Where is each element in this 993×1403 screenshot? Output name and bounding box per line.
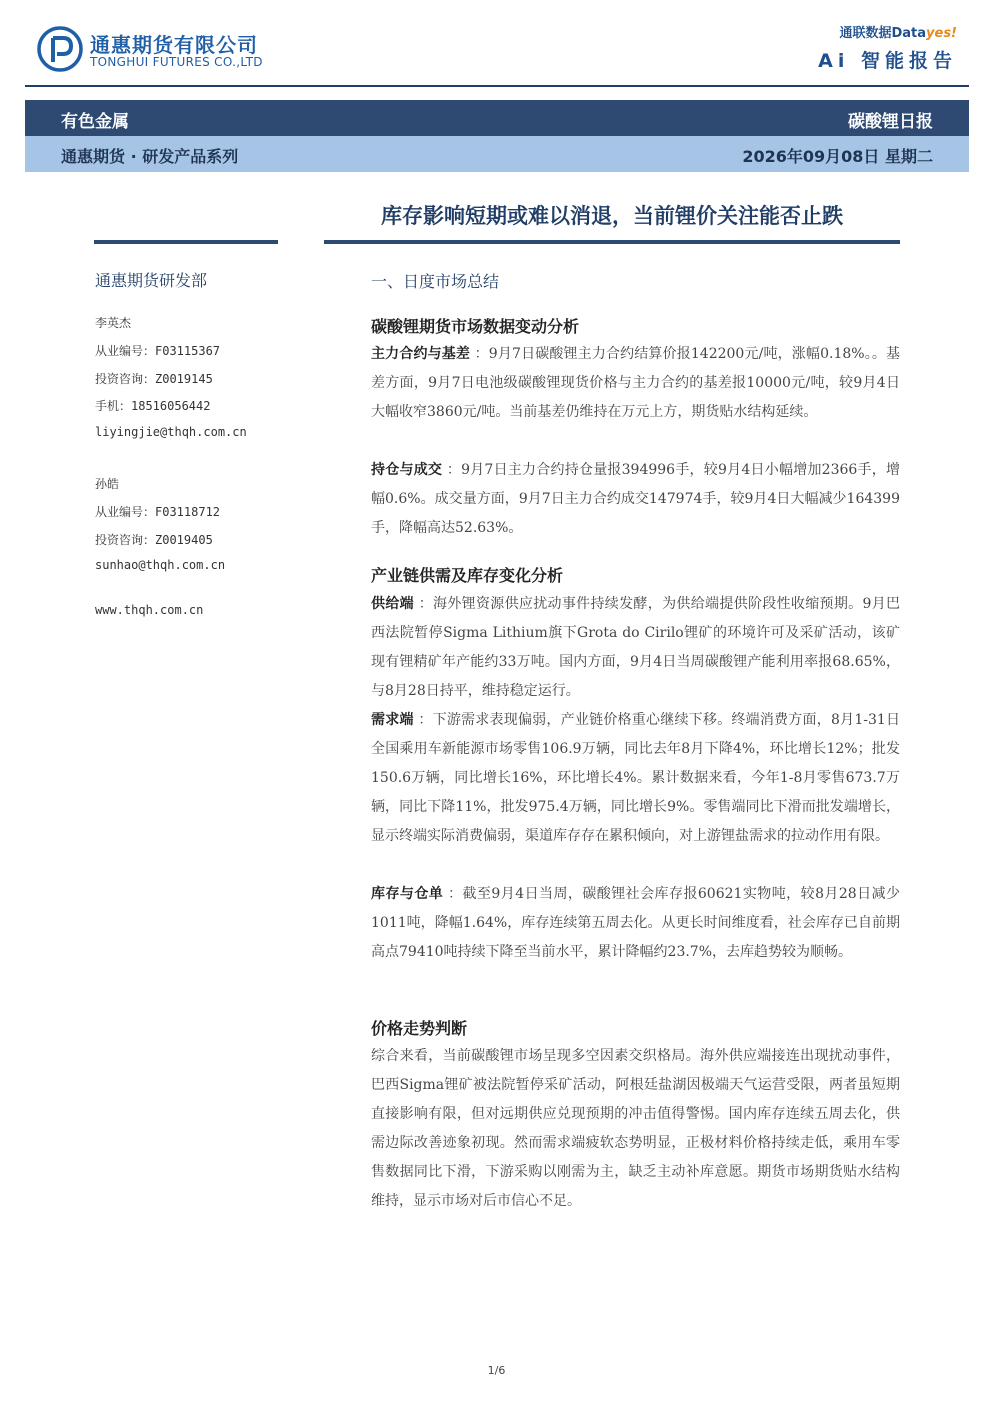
analyst1-phone: 手机：18516056442	[95, 399, 211, 413]
datayes-yes: yes!	[926, 26, 957, 41]
label-contract-basis: 主力合约与基差	[371, 346, 471, 362]
category-band	[25, 100, 969, 136]
website-link[interactable]: www.thqh.com.cn	[95, 603, 204, 617]
brand-name-cn: 通惠期货有限公司	[90, 33, 258, 57]
series-band	[25, 136, 969, 172]
ai-mark: Ai	[818, 50, 850, 72]
analyst1-advisory: 投资咨询：Z0019145	[95, 372, 213, 386]
report-date: 2026年09月08日 星期二	[742, 147, 933, 166]
sidebar-rule	[94, 240, 278, 244]
ai-report-label: 智能报告	[860, 50, 957, 72]
series-label: 通惠期货 · 研发产品系列	[61, 147, 239, 166]
report-type-label: 碳酸锂日报	[848, 112, 933, 132]
label-supply: 供给端	[371, 596, 414, 612]
paragraph-contract-basis	[371, 340, 900, 427]
datayes-prefix: 通联数据	[839, 26, 892, 41]
report-headline: 库存影响短期或难以消退，当前锂价关注能否止跌	[381, 204, 843, 228]
subhead-price-outlook: 价格走势判断	[371, 1019, 468, 1038]
analyst1-email[interactable]: liyingjie@thqh.com.cn	[95, 425, 247, 439]
label-demand: 需求端	[371, 712, 414, 728]
paragraph-inventory	[371, 880, 900, 967]
text-supply: ：海外锂资源供应扰动事件持续发酵，为供给端提供阶段性收缩预期。9月巴西法院暂停Sigma Lithium旗下Grota do Cirilo锂矿的环境许可及采矿活动，该矿现有锂精矿年产能约33万吨。国内方面，9月4日当周碳酸锂产能利用率报68.65%，与8月28日持平，维持稳定运行。	[371, 596, 901, 699]
analyst1-license: 从业编号：F03115367	[95, 344, 221, 358]
text-demand: ：下游需求表现偏弱，产业链价格重心继续下移。终端消费方面，8月1-31日全国乘用车新能源市场零售106.9万辆，同比去年8月下降4%，环比增长12%；批发150.6万辆，同比增长16%，环比增长4%。累计数据来看，今年1-8月零售673.7万辆，同比下降11%，批发975.4万辆，同比增长9%。零售端同比下滑而批发端增长，显示终端实际消费偏弱，渠道库存存在累积倾向，对上游锂盐需求的拉动作用有限。	[371, 712, 901, 844]
text-contract-basis: ：9月7日碳酸锂主力合约结算价报142200元/吨，涨幅0.18%。。基差方面，9月7日电池级碳酸锂现货价格与主力合约的基差报10000元/吨，较9月4日大幅收窄3860元/吨。当前基差仍维持在万元上方，期货贴水结构延续。	[371, 346, 901, 420]
subhead-supply-demand: 产业链供需及库存变化分析	[371, 566, 564, 585]
analyst2-license: 从业编号：F03118712	[95, 505, 221, 519]
section-title: 一、日度市场总结	[371, 272, 500, 291]
datayes-logo	[839, 22, 957, 41]
brand-name-en: TONGHUI FUTURES CO.,LTD	[90, 55, 263, 69]
page-number: 1/6	[487, 1364, 506, 1377]
paragraph-price-outlook: 综合来看，当前碳酸锂市场呈现多空因素交织格局。海外供应端接连出现扰动事件，巴西Sigma锂矿被法院暂停采矿活动，阿根廷盐湖因极端天气运营受限，两者虽短期直接影响有限，但对远期供应兑现预期的冲击值得警惕。国内库存连续五周去化，供需边际改善迹象初现。然而需求端疲软态势明显，正极材料价格持续走低，乘用车零售数据同比下滑，下游采购以刚需为主，缺乏主动补库意愿。期货市场期货贴水结构维持，显示市场对后市信心不足。	[371, 1048, 900, 1209]
company-logo-icon	[37, 26, 83, 72]
headline-rule	[324, 240, 900, 244]
subhead-futures-data: 碳酸锂期货市场数据变动分析	[371, 317, 580, 336]
analyst2-advisory: 投资咨询：Z0019405	[95, 533, 213, 547]
text-inventory: ：截至9月4日当周，碳酸锂社会库存报60621实物吨，较8月28日减少1011吨，降幅1.64%，库存连续第五周去化。从更长时间维度看，社会库存已自前期高点79410吨持续下降至当前水平，累计降幅约23.7%，去库趋势较为顺畅。	[371, 886, 900, 960]
label-inventory: 库存与仓单	[371, 886, 444, 902]
category-label: 有色金属	[61, 112, 129, 132]
text-position-volume: ：9月7日主力合约持仓量报394996手，较9月4日小幅增加2366手，增幅0.6%。成交量方面，9月7日主力合约成交147974手，较9月4日大幅减少164399手，降幅高达52.63%。	[371, 462, 900, 536]
research-dept-title: 通惠期货研发部	[95, 271, 208, 290]
paragraph-position-volume	[371, 456, 900, 543]
paragraph-supply	[371, 590, 900, 706]
ai-report-mark	[818, 46, 957, 73]
header-divider	[25, 85, 969, 87]
analyst1-name: 李英杰	[95, 316, 132, 330]
analyst2-email[interactable]: sunhao@thqh.com.cn	[95, 558, 226, 572]
label-position-volume: 持仓与成交	[371, 462, 443, 478]
datayes-name: Data	[891, 26, 927, 41]
paragraph-demand	[371, 706, 900, 851]
analyst2-name: 孙皓	[95, 477, 120, 491]
